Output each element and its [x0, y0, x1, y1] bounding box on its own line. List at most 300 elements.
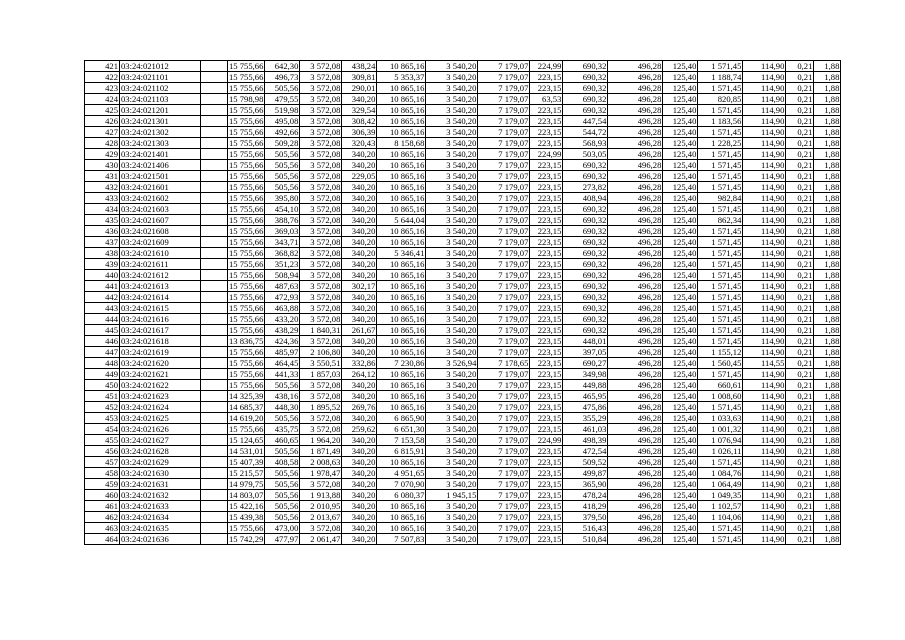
cell-col-j: 496,28 — [608, 413, 663, 424]
cell-col-j: 496,28 — [608, 160, 663, 171]
cell-col-n: 0,21 — [786, 391, 814, 402]
cell-col-f: 3 540,20 — [426, 259, 478, 270]
cell-account-code: 03:24:021103 — [120, 94, 201, 105]
cell-col-k: 125,40 — [663, 534, 698, 545]
cell-col-o: 1,88 — [814, 457, 841, 468]
cell-col-g: 7 179,07 — [478, 116, 530, 127]
cell-col-j: 496,28 — [608, 501, 663, 512]
cell-col-d: 340,20 — [342, 512, 377, 523]
cell-col-m: 114,90 — [743, 149, 786, 160]
cell-col-l: 1 183,56 — [698, 116, 743, 127]
cell-col-j: 496,28 — [608, 457, 663, 468]
cell-col-b: 388,76 — [265, 215, 300, 226]
cell-col-h: 223,15 — [530, 512, 563, 523]
cell-col-n: 0,21 — [786, 94, 814, 105]
cell-col-h: 223,15 — [530, 347, 563, 358]
cell-spacer — [201, 204, 228, 215]
cell-col-k: 125,40 — [663, 490, 698, 501]
cell-col-c: 3 572,08 — [300, 160, 342, 171]
table-row — [85, 347, 841, 358]
cell-col-b: 460,65 — [265, 435, 300, 446]
cell-col-j: 496,28 — [608, 490, 663, 501]
cell-col-i: 447,54 — [563, 116, 608, 127]
cell-col-e: 6 651,30 — [377, 424, 426, 435]
table-row — [85, 490, 841, 501]
table-row — [85, 171, 841, 182]
cell-col-i: 397,05 — [563, 347, 608, 358]
table-row — [85, 534, 841, 545]
cell-row-number: 450 — [85, 380, 120, 391]
cell-col-o: 1,88 — [814, 402, 841, 413]
cell-account-code: 03:24:021617 — [120, 325, 201, 336]
cell-col-h: 223,15 — [530, 281, 563, 292]
cell-row-number: 463 — [85, 523, 120, 534]
cell-col-d: 438,24 — [342, 61, 377, 72]
cell-col-e: 10 865,16 — [377, 402, 426, 413]
cell-col-c: 3 572,08 — [300, 204, 342, 215]
cell-col-b: 496,73 — [265, 72, 300, 83]
cell-col-b: 343,71 — [265, 237, 300, 248]
cell-col-c: 3 550,51 — [300, 358, 342, 369]
cell-col-n: 0,21 — [786, 292, 814, 303]
cell-col-e: 6 815,91 — [377, 446, 426, 457]
cell-col-n: 0,21 — [786, 259, 814, 270]
cell-col-c: 2 061,47 — [300, 534, 342, 545]
cell-col-i: 544,72 — [563, 127, 608, 138]
cell-spacer — [201, 292, 228, 303]
cell-col-f: 3 540,20 — [426, 391, 478, 402]
cell-col-j: 496,28 — [608, 358, 663, 369]
cell-spacer — [201, 358, 228, 369]
cell-spacer — [201, 94, 228, 105]
table-row — [85, 72, 841, 83]
cell-col-c: 2 013,67 — [300, 512, 342, 523]
cell-col-g: 7 179,07 — [478, 413, 530, 424]
cell-col-d: 340,20 — [342, 292, 377, 303]
cell-col-c: 1 857,03 — [300, 369, 342, 380]
cell-col-m: 114,90 — [743, 138, 786, 149]
cell-col-o: 1,88 — [814, 446, 841, 457]
cell-spacer — [201, 435, 228, 446]
cell-col-c: 1 871,49 — [300, 446, 342, 457]
cell-col-f: 3 540,20 — [426, 61, 478, 72]
cell-col-l: 1 571,45 — [698, 314, 743, 325]
cell-col-g: 7 179,07 — [478, 72, 530, 83]
cell-col-i: 449,88 — [563, 380, 608, 391]
cell-col-a: 14 979,75 — [229, 479, 264, 489]
cell-col-k: 125,40 — [663, 259, 698, 270]
cell-col-k: 125,40 — [663, 226, 698, 237]
cell-col-f: 3 540,20 — [426, 457, 478, 468]
cell-col-l: 1 571,45 — [698, 149, 743, 160]
cell-col-d: 332,86 — [342, 358, 377, 369]
cell-col-j: 496,28 — [608, 72, 663, 83]
cell-spacer — [201, 424, 228, 435]
table-row — [85, 138, 841, 149]
cell-col-j: 496,28 — [608, 61, 663, 72]
cell-col-d: 340,20 — [342, 248, 377, 259]
cell-col-a: 14 685,37 — [229, 402, 264, 412]
cell-col-g: 7 179,07 — [478, 446, 530, 457]
cell-col-n: 0,21 — [786, 479, 814, 490]
cell-col-a: 15 755,66 — [229, 138, 264, 148]
cell-col-m: 114,90 — [743, 347, 786, 358]
cell-col-g: 7 179,07 — [478, 248, 530, 259]
cell-col-g: 7 179,07 — [478, 424, 530, 435]
cell-col-e: 10 865,16 — [377, 105, 426, 116]
cell-account-code: 03:24:021635 — [120, 523, 201, 534]
cell-col-l: 660,61 — [698, 380, 743, 391]
cell-col-k: 125,40 — [663, 424, 698, 435]
cell-col-j: 496,28 — [608, 237, 663, 248]
table-row — [85, 468, 841, 479]
cell-col-l: 1 102,57 — [698, 501, 743, 512]
cell-account-code: 03:24:021301 — [120, 116, 201, 127]
cell-col-b: 424,36 — [265, 336, 300, 347]
cell-spacer — [201, 248, 228, 259]
cell-row-number: 442 — [85, 292, 120, 303]
cell-col-g: 7 179,07 — [478, 160, 530, 171]
cell-col-j: 496,28 — [608, 424, 663, 435]
cell-col-i: 503,05 — [563, 149, 608, 160]
cell-col-f: 3 540,20 — [426, 248, 478, 259]
cell-col-b: 369,03 — [265, 226, 300, 237]
cell-account-code: 03:24:021623 — [120, 391, 201, 402]
cell-col-g: 7 179,07 — [478, 479, 530, 490]
cell-col-a: 15 755,66 — [229, 83, 264, 93]
cell-col-o: 1,88 — [814, 314, 841, 325]
cell-col-j: 496,28 — [608, 270, 663, 281]
table-row — [85, 270, 841, 281]
cell-row-number: 456 — [85, 446, 120, 457]
cell-col-l: 982,84 — [698, 193, 743, 204]
cell-col-n: 0,21 — [786, 61, 814, 72]
table-row — [85, 479, 841, 490]
cell-col-i: 690,32 — [563, 248, 608, 259]
cell-col-a: 15 755,66 — [229, 193, 264, 203]
cell-col-i: 690,32 — [563, 61, 608, 72]
table-row — [85, 402, 841, 413]
cell-col-l: 1 571,45 — [698, 292, 743, 303]
cell-col-d: 340,20 — [342, 182, 377, 193]
cell-col-e: 10 865,16 — [377, 237, 426, 248]
cell-row-number: 424 — [85, 94, 120, 105]
cell-col-k: 125,40 — [663, 314, 698, 325]
cell-col-e: 10 865,16 — [377, 127, 426, 138]
cell-col-o: 1,88 — [814, 380, 841, 391]
cell-col-l: 1 571,45 — [698, 226, 743, 237]
cell-col-i: 365,90 — [563, 479, 608, 490]
cell-col-f: 3 540,20 — [426, 160, 478, 171]
cell-col-o: 1,88 — [814, 94, 841, 105]
cell-col-o: 1,88 — [814, 534, 841, 545]
cell-col-m: 114,90 — [743, 281, 786, 292]
cell-col-j: 496,28 — [608, 171, 663, 182]
spreadsheet-sheet — [84, 60, 841, 545]
cell-col-d: 340,20 — [342, 160, 377, 171]
cell-col-i: 448,01 — [563, 336, 608, 347]
cell-col-c: 2 106,80 — [300, 347, 342, 358]
cell-col-o: 1,88 — [814, 292, 841, 303]
cell-col-o: 1,88 — [814, 468, 841, 479]
cell-col-b: 505,56 — [265, 468, 300, 479]
cell-spacer — [201, 413, 228, 424]
cell-col-b: 505,56 — [265, 160, 300, 171]
cell-col-m: 114,90 — [743, 182, 786, 193]
cell-col-d: 340,20 — [342, 479, 377, 490]
cell-col-b: 505,56 — [265, 149, 300, 160]
cell-account-code: 03:24:021302 — [120, 127, 201, 138]
table-row — [85, 160, 841, 171]
cell-col-a: 15 755,66 — [229, 523, 264, 533]
cell-col-l: 1 571,45 — [698, 369, 743, 380]
cell-col-h: 223,15 — [530, 204, 563, 215]
cell-col-i: 690,32 — [563, 160, 608, 171]
cell-col-g: 7 179,07 — [478, 303, 530, 314]
cell-col-h: 223,15 — [530, 402, 563, 413]
cell-col-n: 0,21 — [786, 435, 814, 446]
cell-col-l: 1 571,45 — [698, 534, 743, 545]
cell-account-code: 03:24:021633 — [120, 501, 201, 512]
cell-col-n: 0,21 — [786, 116, 814, 127]
cell-spacer — [201, 270, 228, 281]
cell-col-n: 0,21 — [786, 534, 814, 545]
cell-spacer — [201, 83, 228, 94]
cell-col-a: 15 124,65 — [229, 435, 264, 445]
cell-spacer — [201, 534, 228, 545]
cell-col-l: 1 560,45 — [698, 358, 743, 369]
cell-col-i: 690,32 — [563, 215, 608, 226]
cell-account-code: 03:24:021201 — [120, 105, 201, 116]
cell-row-number: 452 — [85, 402, 120, 413]
cell-col-n: 0,21 — [786, 490, 814, 501]
cell-col-d: 340,20 — [342, 413, 377, 424]
cell-col-c: 3 572,08 — [300, 171, 342, 182]
cell-col-n: 0,21 — [786, 160, 814, 171]
cell-account-code: 03:24:021632 — [120, 490, 201, 501]
cell-col-o: 1,88 — [814, 193, 841, 204]
cell-col-m: 114,90 — [743, 380, 786, 391]
table-row — [85, 413, 841, 424]
cell-col-i: 690,32 — [563, 94, 608, 105]
cell-spacer — [201, 523, 228, 534]
cell-col-h: 223,15 — [530, 292, 563, 303]
cell-col-k: 125,40 — [663, 512, 698, 523]
cell-spacer — [201, 259, 228, 270]
cell-col-h: 223,15 — [530, 72, 563, 83]
cell-col-c: 1 913,88 — [300, 490, 342, 501]
cell-col-n: 0,21 — [786, 336, 814, 347]
table-row — [85, 226, 841, 237]
cell-col-i: 690,32 — [563, 259, 608, 270]
cell-col-a: 15 755,66 — [229, 380, 264, 390]
cell-spacer — [201, 61, 228, 72]
cell-account-code: 03:24:021102 — [120, 83, 201, 94]
cell-col-f: 3 540,20 — [426, 215, 478, 226]
cell-col-a: 15 755,66 — [229, 259, 264, 269]
cell-col-k: 125,40 — [663, 523, 698, 534]
cell-row-number: 429 — [85, 149, 120, 160]
cell-col-g: 7 179,07 — [478, 391, 530, 402]
cell-row-number: 444 — [85, 314, 120, 325]
cell-col-m: 114,90 — [743, 303, 786, 314]
cell-col-j: 496,28 — [608, 281, 663, 292]
cell-col-k: 125,40 — [663, 457, 698, 468]
data-table — [84, 60, 841, 545]
cell-row-number: 425 — [85, 105, 120, 116]
cell-col-h: 223,15 — [530, 259, 563, 270]
cell-col-j: 496,28 — [608, 94, 663, 105]
cell-col-l: 1 571,45 — [698, 182, 743, 193]
cell-col-a: 15 755,66 — [229, 127, 264, 137]
table-row — [85, 336, 841, 347]
cell-col-o: 1,88 — [814, 204, 841, 215]
cell-col-i: 568,93 — [563, 138, 608, 149]
cell-col-m: 114,90 — [743, 61, 786, 72]
cell-spacer — [201, 127, 228, 138]
cell-col-k: 125,40 — [663, 237, 698, 248]
cell-col-c: 3 572,08 — [300, 72, 342, 83]
cell-col-l: 1 155,12 — [698, 347, 743, 358]
cell-col-i: 690,32 — [563, 204, 608, 215]
cell-col-l: 1 571,45 — [698, 336, 743, 347]
cell-col-m: 114,90 — [743, 94, 786, 105]
cell-account-code: 03:24:021611 — [120, 259, 201, 270]
cell-row-number: 458 — [85, 468, 120, 479]
cell-col-n: 0,21 — [786, 446, 814, 457]
cell-spacer — [201, 391, 228, 402]
cell-col-i: 690,32 — [563, 83, 608, 94]
cell-col-j: 496,28 — [608, 83, 663, 94]
cell-col-e: 10 865,16 — [377, 325, 426, 336]
cell-account-code: 03:24:021620 — [120, 358, 201, 369]
cell-col-b: 473,00 — [265, 523, 300, 534]
cell-col-h: 223,15 — [530, 116, 563, 127]
cell-col-h: 223,15 — [530, 490, 563, 501]
cell-col-f: 3 540,20 — [426, 303, 478, 314]
cell-col-l: 1 049,35 — [698, 490, 743, 501]
cell-col-j: 496,28 — [608, 380, 663, 391]
cell-col-k: 125,40 — [663, 270, 698, 281]
cell-col-a: 14 619,20 — [229, 413, 264, 423]
cell-col-a: 15 407,39 — [229, 457, 264, 467]
cell-spacer — [201, 325, 228, 336]
cell-col-b: 472,93 — [265, 292, 300, 303]
cell-col-g: 7 179,07 — [478, 534, 530, 545]
cell-col-i: 355,29 — [563, 413, 608, 424]
cell-spacer — [201, 446, 228, 457]
cell-col-d: 340,20 — [342, 270, 377, 281]
cell-col-a: 15 755,66 — [229, 347, 264, 357]
cell-col-e: 10 865,16 — [377, 369, 426, 380]
cell-row-number: 427 — [85, 127, 120, 138]
cell-col-a: 15 215,57 — [229, 468, 264, 478]
cell-col-o: 1,88 — [814, 237, 841, 248]
cell-col-e: 5 353,37 — [377, 72, 426, 83]
cell-spacer — [201, 347, 228, 358]
cell-col-o: 1,88 — [814, 72, 841, 83]
cell-col-f: 3 540,20 — [426, 534, 478, 545]
cell-col-i: 349,98 — [563, 369, 608, 380]
cell-col-g: 7 179,07 — [478, 523, 530, 534]
cell-col-c: 3 572,08 — [300, 270, 342, 281]
cell-col-l: 1 571,45 — [698, 281, 743, 292]
cell-col-k: 125,40 — [663, 336, 698, 347]
cell-col-e: 10 865,16 — [377, 182, 426, 193]
cell-col-m: 114,90 — [743, 215, 786, 226]
cell-col-k: 125,40 — [663, 391, 698, 402]
cell-col-g: 7 179,07 — [478, 61, 530, 72]
cell-col-g: 7 179,07 — [478, 105, 530, 116]
cell-col-o: 1,88 — [814, 61, 841, 72]
cell-col-l: 820,85 — [698, 94, 743, 105]
cell-col-k: 125,40 — [663, 369, 698, 380]
cell-col-e: 5 644,04 — [377, 215, 426, 226]
cell-col-e: 10 865,16 — [377, 116, 426, 127]
cell-col-n: 0,21 — [786, 204, 814, 215]
cell-row-number: 432 — [85, 182, 120, 193]
cell-col-c: 1 895,52 — [300, 402, 342, 413]
cell-col-b: 441,33 — [265, 369, 300, 380]
cell-col-i: 690,32 — [563, 171, 608, 182]
cell-col-m: 114,90 — [743, 105, 786, 116]
cell-col-n: 0,21 — [786, 171, 814, 182]
cell-col-h: 223,15 — [530, 105, 563, 116]
cell-col-k: 125,40 — [663, 413, 698, 424]
cell-col-e: 10 865,16 — [377, 391, 426, 402]
cell-col-j: 496,28 — [608, 435, 663, 446]
cell-col-i: 690,32 — [563, 281, 608, 292]
cell-col-j: 496,28 — [608, 303, 663, 314]
cell-col-g: 7 179,07 — [478, 215, 530, 226]
cell-col-g: 7 179,07 — [478, 468, 530, 479]
cell-col-h: 223,15 — [530, 83, 563, 94]
cell-col-c: 3 572,08 — [300, 116, 342, 127]
cell-col-j: 496,28 — [608, 248, 663, 259]
cell-col-e: 10 865,16 — [377, 336, 426, 347]
cell-col-b: 492,66 — [265, 127, 300, 138]
cell-col-c: 3 572,08 — [300, 138, 342, 149]
cell-col-g: 7 179,07 — [478, 270, 530, 281]
cell-col-f: 3 540,20 — [426, 171, 478, 182]
cell-col-o: 1,88 — [814, 347, 841, 358]
cell-col-m: 114,90 — [743, 226, 786, 237]
cell-col-d: 264,12 — [342, 369, 377, 380]
cell-col-d: 340,20 — [342, 259, 377, 270]
cell-col-i: 273,82 — [563, 182, 608, 193]
cell-col-e: 10 865,16 — [377, 380, 426, 391]
cell-col-k: 125,40 — [663, 380, 698, 391]
cell-col-i: 498,39 — [563, 435, 608, 446]
cell-col-h: 224,99 — [530, 435, 563, 446]
cell-col-a: 15 755,66 — [229, 204, 264, 214]
cell-col-g: 7 179,07 — [478, 83, 530, 94]
cell-col-a: 13 836,75 — [229, 336, 264, 346]
cell-spacer — [201, 369, 228, 380]
cell-col-i: 472,54 — [563, 446, 608, 457]
cell-col-l: 1 571,45 — [698, 303, 743, 314]
cell-spacer — [201, 402, 228, 413]
cell-col-j: 496,28 — [608, 534, 663, 545]
cell-col-k: 125,40 — [663, 83, 698, 94]
cell-col-n: 0,21 — [786, 303, 814, 314]
cell-col-g: 7 179,07 — [478, 501, 530, 512]
cell-col-l: 1 571,45 — [698, 523, 743, 534]
cell-col-n: 0,21 — [786, 523, 814, 534]
cell-spacer — [201, 336, 228, 347]
cell-col-l: 1 571,45 — [698, 204, 743, 215]
cell-col-o: 1,88 — [814, 391, 841, 402]
